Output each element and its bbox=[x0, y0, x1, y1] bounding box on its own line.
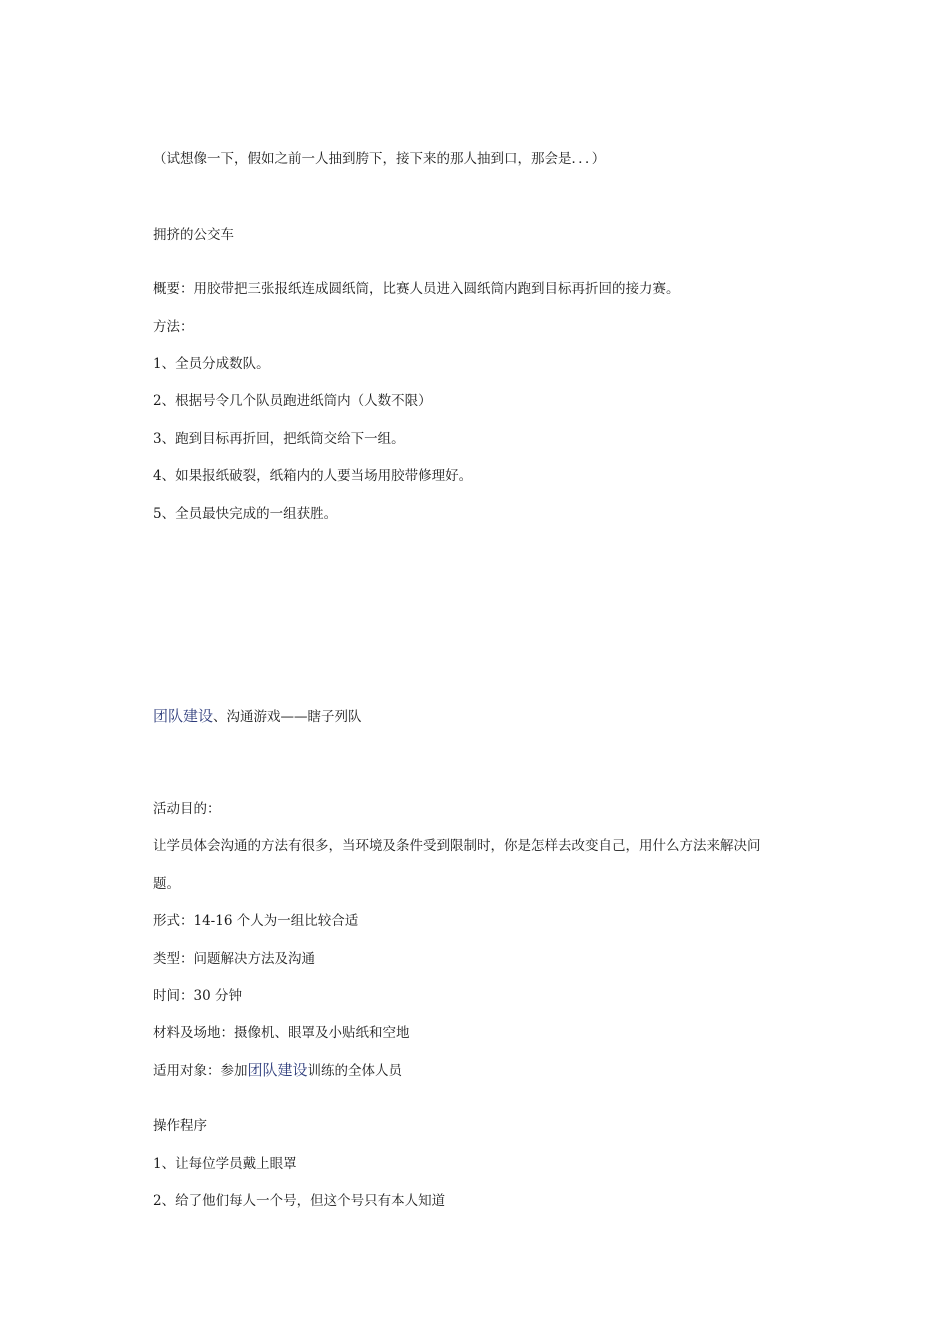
audience-line bbox=[153, 1060, 402, 1081]
game2-title-rest: 、沟通游戏——瞎子列队 bbox=[213, 709, 362, 725]
procedure-step: 1、让每位学员戴上眼罩 bbox=[153, 1156, 297, 1172]
type-line: 类型：问题解决方法及沟通 bbox=[153, 951, 315, 967]
form-line: 形式：14-16 个人为一组比较合适 bbox=[153, 913, 359, 929]
game1-step: 4、如果报纸破裂，纸箱内的人要当场用胶带修理好。 bbox=[153, 468, 473, 484]
game2-title bbox=[153, 706, 362, 727]
game1-step: 1、全员分成数队。 bbox=[153, 356, 270, 372]
procedure-step: 2、给了他们每人一个号，但这个号只有本人知道 bbox=[153, 1193, 446, 1209]
intro-note: （试想像一下，假如之前一人抽到胯下，接下来的那人抽到口，那会是．．．） bbox=[153, 151, 606, 167]
materials-line: 材料及场地：摄像机、眼罩及小贴纸和空地 bbox=[153, 1025, 410, 1041]
time-line: 时间：30 分钟 bbox=[153, 988, 242, 1004]
team-building-link[interactable]: 团队建设 bbox=[153, 707, 214, 725]
game1-step: 3、跑到目标再折回，把纸筒交给下一组。 bbox=[153, 431, 405, 447]
purpose-label: 活动目的： bbox=[153, 801, 221, 817]
team-building-link[interactable]: 团队建设 bbox=[247, 1061, 308, 1079]
purpose-line: 让学员体会沟通的方法有很多，当环境及条件受到限制时，你是怎样去改变自己，用什么方法来解决问 bbox=[153, 838, 761, 854]
game1-method-label: 方法： bbox=[153, 319, 194, 335]
game1-title: 拥挤的公交车 bbox=[153, 227, 234, 243]
audience-post: 训练的全体人员 bbox=[307, 1063, 403, 1079]
game1-step: 2、根据号令几个队员跑进纸筒内（人数不限） bbox=[153, 393, 432, 409]
game1-step: 5、全员最快完成的一组获胜。 bbox=[153, 506, 338, 522]
game1-summary: 概要：用胶带把三张报纸连成圆纸筒，比赛人员进入圆纸筒内跑到目标再折回的接力赛。 bbox=[153, 281, 680, 297]
audience-pre: 适用对象：参加 bbox=[153, 1063, 248, 1079]
purpose-line: 题。 bbox=[153, 876, 180, 892]
procedure-label: 操作程序 bbox=[153, 1118, 207, 1134]
